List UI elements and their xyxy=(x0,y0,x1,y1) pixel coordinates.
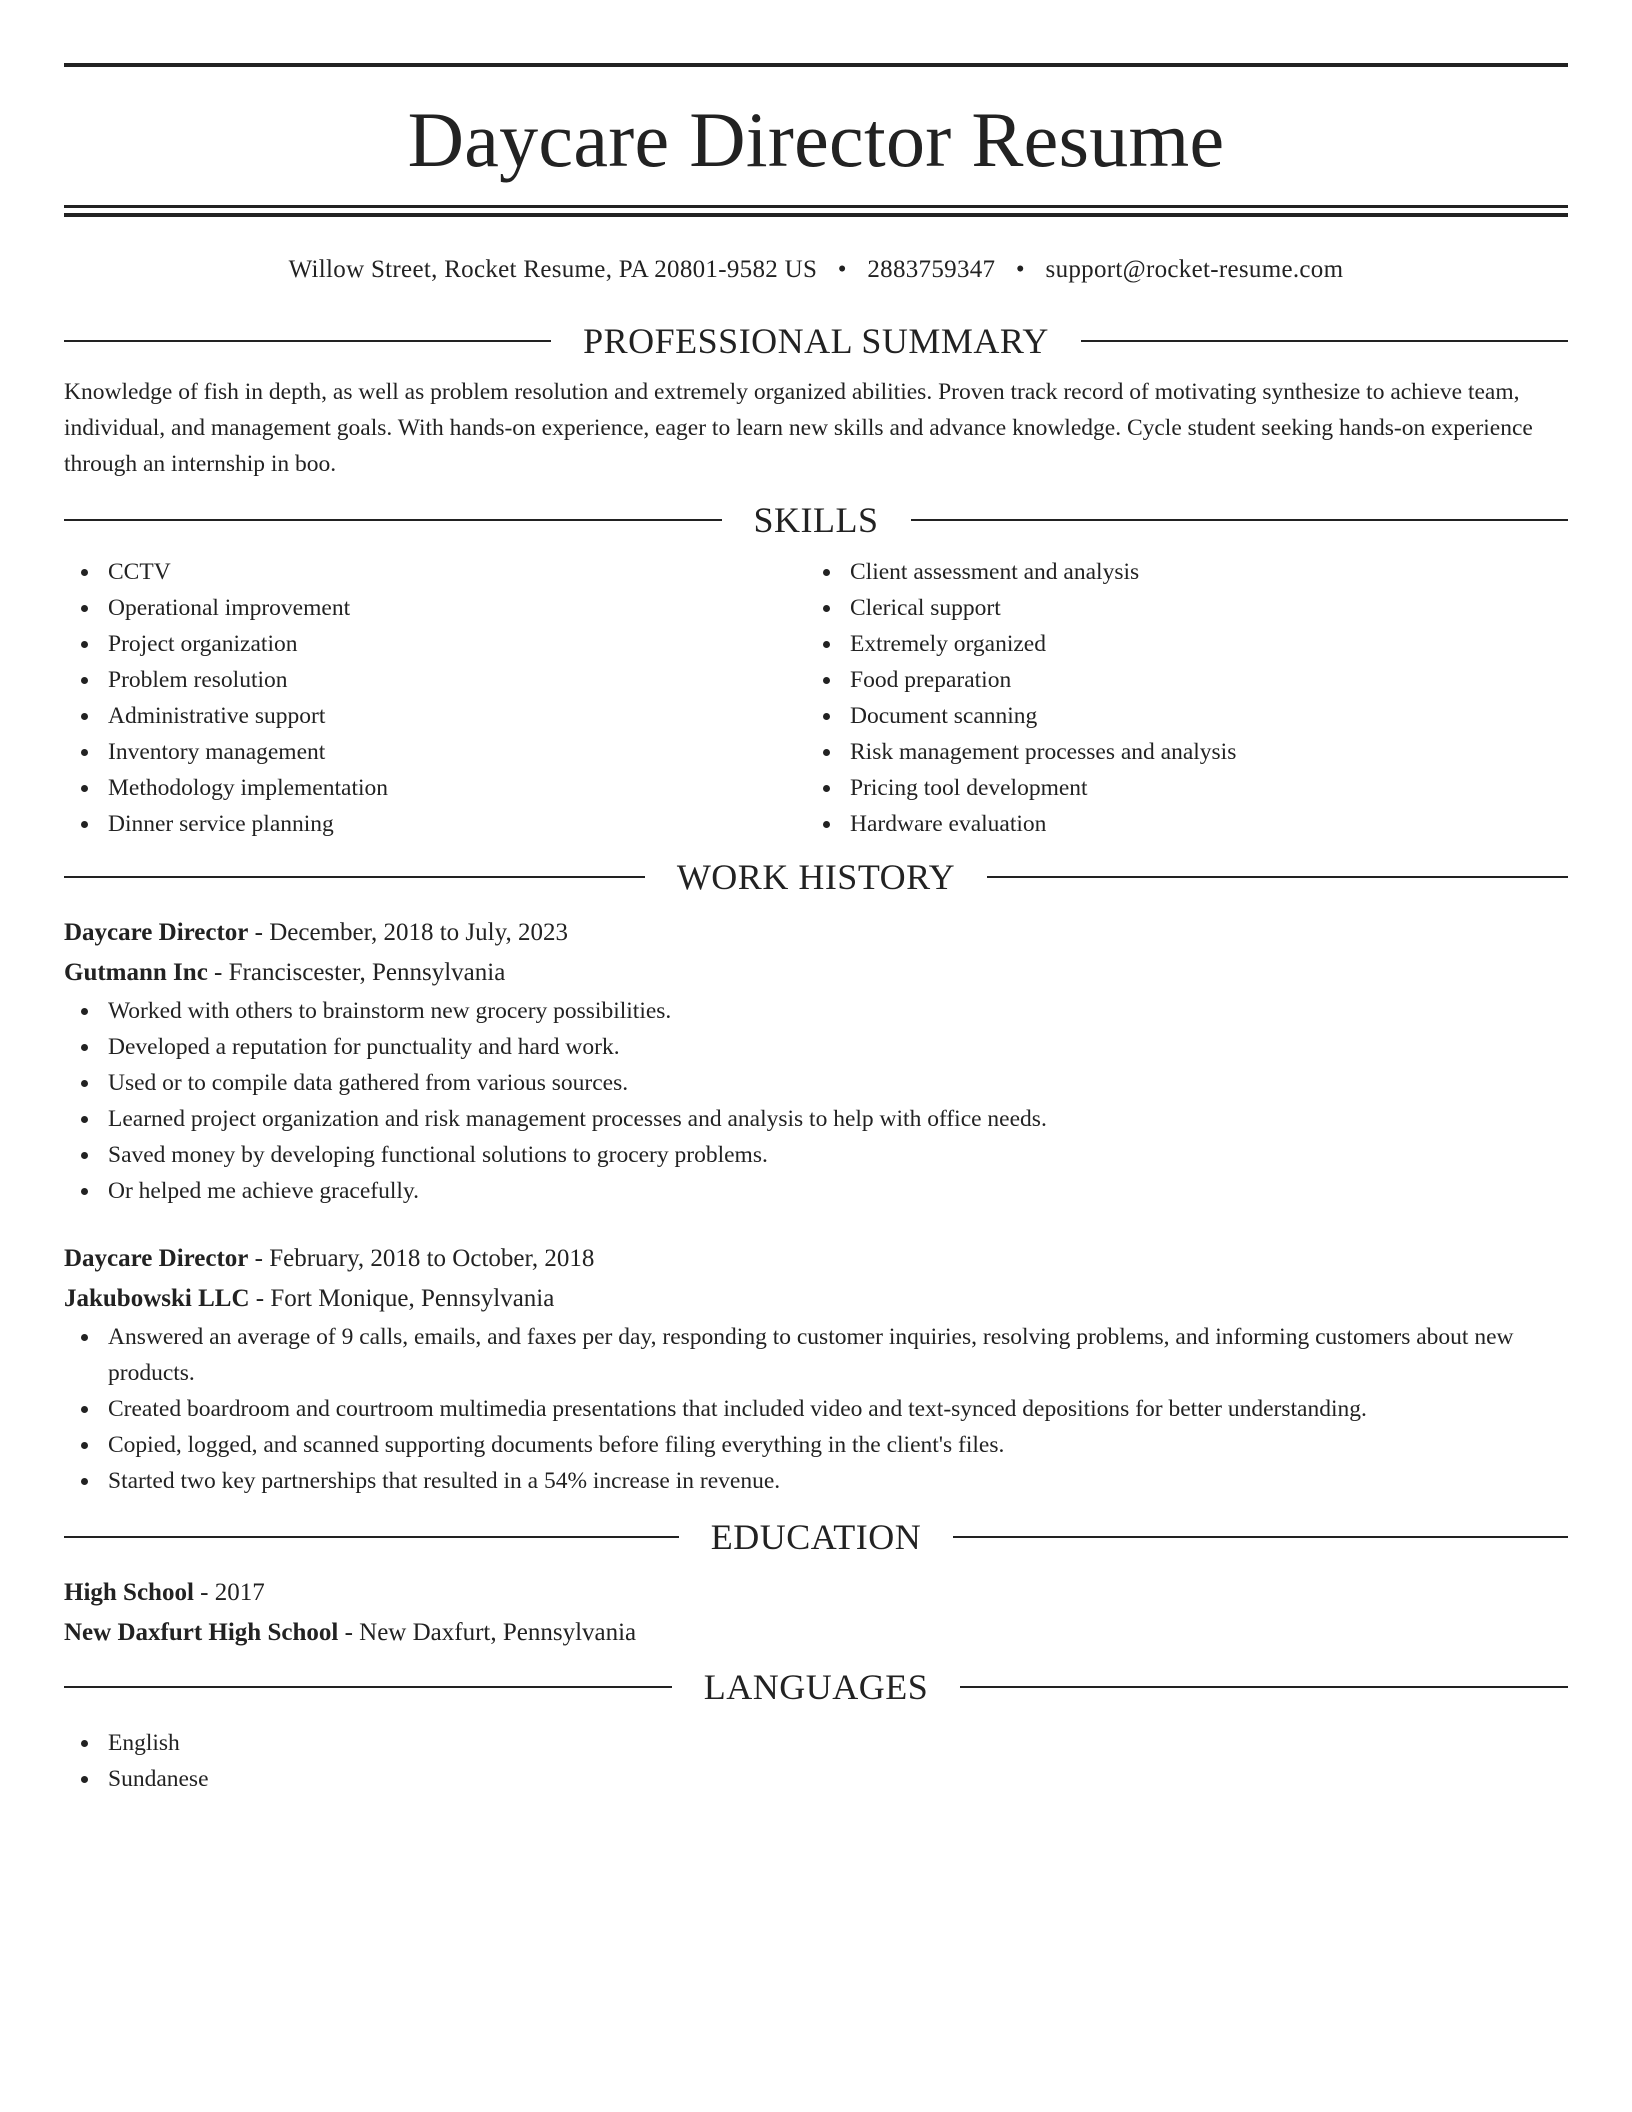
education-school: New Daxfurt High School xyxy=(64,1619,339,1646)
job-entry xyxy=(64,1239,1568,1499)
heading-rule-left xyxy=(64,1686,672,1688)
job-company-line xyxy=(64,1279,1568,1319)
job-dash: - xyxy=(254,1245,263,1272)
heading-rule-left xyxy=(64,519,722,521)
job-bullet: Copied, logged, and scanned supporting documents before filing everything in the client's files. xyxy=(64,1427,1568,1463)
skill-item: Problem resolution xyxy=(64,662,806,698)
languages-list xyxy=(64,1725,1568,1797)
heading-rule-left xyxy=(64,876,645,878)
skill-item: Clerical support xyxy=(806,590,1548,626)
job-bullet: Learned project organization and risk management processes and analysis to help with office needs. xyxy=(64,1101,1568,1137)
job-bullets xyxy=(64,1319,1568,1499)
heading-rule-left xyxy=(64,1536,679,1538)
skill-item: Methodology implementation xyxy=(64,770,806,806)
job-dash: - xyxy=(255,1285,265,1312)
skill-item: Inventory management xyxy=(64,734,806,770)
job-company-line xyxy=(64,953,1568,993)
resume-title: Daycare Director Resume xyxy=(407,96,1225,183)
education-school-line xyxy=(64,1613,1568,1653)
section-heading-work xyxy=(64,855,1568,899)
job-bullet: Started two key partnerships that resulted in a 54% increase in revenue. xyxy=(64,1463,1568,1499)
heading-rule-right xyxy=(911,519,1569,521)
language-item: English xyxy=(64,1725,1568,1761)
education-dash: - xyxy=(344,1619,353,1646)
contact-separator: • xyxy=(1015,256,1025,283)
job-dash: - xyxy=(254,919,263,946)
contact-address: Willow Street, Rocket Resume, PA 20801-9582 US xyxy=(288,256,818,283)
skills-list-left xyxy=(64,554,806,842)
education-dash: - xyxy=(200,1579,209,1606)
job-entry xyxy=(64,913,1568,1209)
education-degree: High School xyxy=(64,1579,194,1606)
job-bullet: Worked with others to brainstorm new grocery possibilities. xyxy=(64,993,1568,1029)
section-title-summary: PROFESSIONAL SUMMARY xyxy=(583,321,1049,361)
skill-item: Operational improvement xyxy=(64,590,806,626)
section-heading-education xyxy=(64,1515,1568,1559)
education-year: 2017 xyxy=(214,1579,265,1606)
job-title: Daycare Director xyxy=(64,1245,249,1272)
contact-phone: 2883759347 xyxy=(867,256,996,283)
job-dates: December, 2018 to July, 2023 xyxy=(269,919,568,946)
contact-line xyxy=(64,255,1568,285)
heading-rule-right xyxy=(960,1686,1568,1688)
section-title-work: WORK HISTORY xyxy=(676,857,956,897)
job-bullet: Used or to compile data gathered from various sources. xyxy=(64,1065,1568,1101)
education-degree-line xyxy=(64,1573,1568,1613)
job-bullet: Or helped me achieve gracefully. xyxy=(64,1173,1568,1209)
section-heading-languages xyxy=(64,1665,1568,1709)
title-double-rule xyxy=(64,205,1568,217)
job-title-line xyxy=(64,1239,1568,1279)
skill-item: Risk management processes and analysis xyxy=(806,734,1548,770)
education-location: New Daxfurt, Pennsylvania xyxy=(359,1619,637,1646)
job-dates: February, 2018 to October, 2018 xyxy=(269,1245,595,1272)
skill-item: Hardware evaluation xyxy=(806,806,1548,842)
skill-item: Project organization xyxy=(64,626,806,662)
skill-item: Administrative support xyxy=(64,698,806,734)
section-title-languages: LANGUAGES xyxy=(703,1667,929,1707)
skill-item: CCTV xyxy=(64,554,806,590)
job-location: Fort Monique, Pennsylvania xyxy=(270,1285,555,1312)
skill-item: Extremely organized xyxy=(806,626,1548,662)
skill-item: Dinner service planning xyxy=(64,806,806,842)
skills-grid xyxy=(64,554,1568,842)
skill-item: Document scanning xyxy=(806,698,1548,734)
job-bullets xyxy=(64,993,1568,1209)
skill-item: Client assessment and analysis xyxy=(806,554,1548,590)
job-location: Franciscester, Pennsylvania xyxy=(228,959,506,986)
job-bullet: Created boardroom and courtroom multimedia presentations that included video and text-synced depositions for better understanding. xyxy=(64,1391,1568,1427)
job-title-line xyxy=(64,913,1568,953)
job-company: Jakubowski LLC xyxy=(64,1285,250,1312)
job-bullet: Saved money by developing functional solutions to grocery problems. xyxy=(64,1137,1568,1173)
skills-column-right xyxy=(806,554,1548,842)
job-bullet: Answered an average of 9 calls, emails, and faxes per day, responding to customer inquiries, resolving problems, and informing customers about new products. xyxy=(64,1319,1568,1391)
contact-separator: • xyxy=(837,256,847,283)
skills-list-right xyxy=(806,554,1548,842)
top-rule xyxy=(64,63,1568,67)
section-title-education: EDUCATION xyxy=(710,1517,922,1557)
heading-rule-left xyxy=(64,340,551,342)
section-heading-skills xyxy=(64,498,1568,542)
heading-rule-right xyxy=(953,1536,1568,1538)
education-entry xyxy=(64,1573,1568,1653)
summary-text: Knowledge of fish in depth, as well as problem resolution and extremely organized abilities. Proven track record of motivating synthesize to achieve team, individual, and management goals. With hands-on experience, eager to learn new skills and advance knowledge. Cycle student seeking hands-on experience through an internship in boo. xyxy=(64,379,1533,477)
job-company: Gutmann Inc xyxy=(64,959,208,986)
section-title-skills: SKILLS xyxy=(753,500,879,540)
job-bullet: Developed a reputation for punctuality and hard work. xyxy=(64,1029,1568,1065)
section-heading-summary xyxy=(64,319,1568,363)
heading-rule-right xyxy=(1081,340,1568,342)
skill-item: Food preparation xyxy=(806,662,1548,698)
job-title: Daycare Director xyxy=(64,919,249,946)
job-dash: - xyxy=(214,959,223,986)
contact-email: support@rocket-resume.com xyxy=(1045,256,1344,283)
skills-column-left xyxy=(64,554,806,842)
skill-item: Pricing tool development xyxy=(806,770,1548,806)
heading-rule-right xyxy=(987,876,1568,878)
language-item: Sundanese xyxy=(64,1761,1568,1797)
